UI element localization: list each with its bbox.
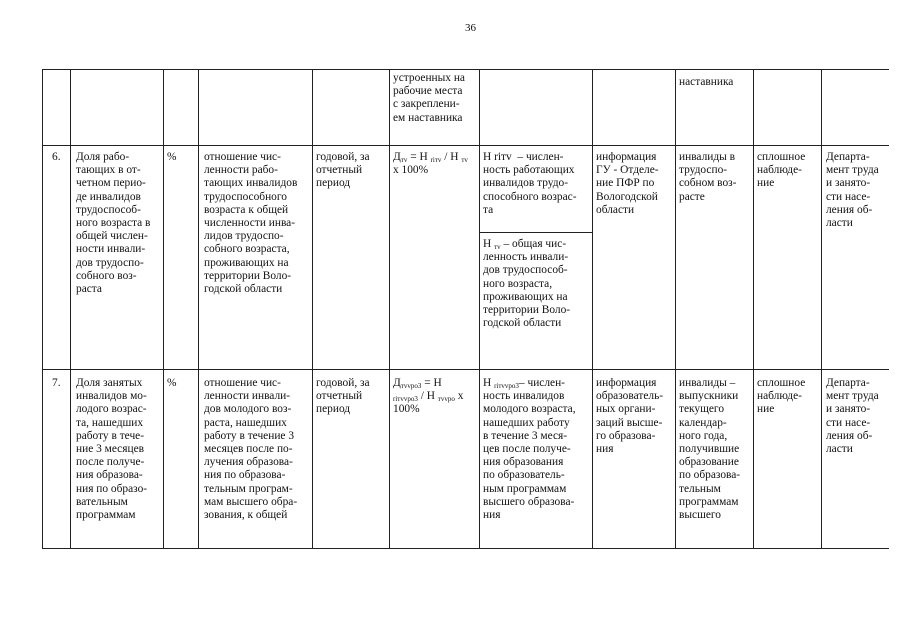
variable-symbol: Н rітv [483,151,512,163]
definition-cell: отношение чис- ленности инвали- дов молодого воз- раста, нашедших работу в течение 3 месяцев после по- лучения образова- ния по образова- тельным програм- мам высшего обра- зования, к общей [204,377,298,522]
unit-cell: % [167,151,177,163]
table-border-top [42,69,889,70]
formula-n2-sub: тv [461,156,468,164]
table-border-bottom [42,548,889,549]
formula-cell [393,151,468,177]
formula-lhs: Д [393,377,401,389]
formula-lhs-sub: тv [400,156,408,164]
method-cell: сплошное наблюде- ние [757,151,806,190]
variable-cell [483,151,577,217]
formula-cell [393,377,463,417]
variable-description: – общая чис- ленность инвали- дов трудоспособ- ного возраста, проживающих на территории Воло- годской области [483,238,571,330]
periodicity-cell: годовой, за отчетный период [316,151,370,190]
unit-cell: % [167,377,177,389]
col-line-5 [389,69,390,549]
continuation-formula-cell: устроенных на рабочие места с закреплени- ем наставника [393,72,465,124]
formula-lhs-sub: тvvро3 [400,382,422,390]
col-line-9 [753,69,754,549]
variable-symbol: Н [483,238,495,250]
periodicity-cell: годовой, за отчетный период [316,377,370,416]
variable-symbol: Н [483,377,495,389]
formula-div: / Н [417,390,438,403]
formula-eq: = Н [421,377,442,389]
indicator-name: Доля рабо- тающих в от- четном перио- де инвалидов трудоспособ- ного возраста в общей числен- ности инвали- дов трудоспо- собного воз- раста [76,151,151,296]
row-number: 6. [52,151,61,163]
col-line-0 [42,69,43,549]
responsible-cell: Департа- мент труда и занято- сти насе- ления об- ласти [826,377,879,456]
col-line-4 [312,69,313,549]
formula-n1-sub: rітv [430,156,442,164]
variable-description: – числен- ность работающих инвалидов трудо- способного возрас- та [483,151,577,216]
row-divider-continuation [42,145,889,146]
variable-symbol-sub: тv [494,243,501,251]
variable-symbol-sub: rітvvро3 [494,382,519,390]
col-line-7 [592,69,593,549]
variable-description: – числен- ность инвалидов молодого возраста, нашедших работу в течение 3 меся- цев после получе- ния образования по образователь- ным программам высшего образова- ния [483,377,576,522]
col-line-8 [675,69,676,549]
col-line-10 [821,69,822,549]
definition-cell: отношение чис- ленности рабо- тающих инвалидов трудоспособного возраста к общей численности инва- лидов трудоспо- собного возраста, проживающих на территории Воло- годской области [204,151,298,296]
continuation-categories-cell: наставника [679,76,734,88]
variable-cell [483,377,576,522]
formula-tail: х 100% [393,390,464,416]
formula-n2-sub: тvvро [437,395,455,404]
categories-cell: инвалиды в трудоспо- собном воз- расте [679,151,737,203]
formula-eq: = Н [407,151,431,163]
row-divider-6 [42,369,889,370]
formula-n1-sub: rітvvро3 [393,395,418,404]
formula-lhs: Д [393,151,401,163]
col-line-6 [479,69,480,549]
variable-cell [483,238,570,330]
responsible-cell: Департа- мент труда и занято- сти насе- ления об- ласти [826,151,879,230]
formula-tail: х 100% [393,164,429,177]
method-cell: сплошное наблюде- ние [757,377,806,416]
col-line-3 [198,69,199,549]
col-line-2 [163,69,164,549]
source-cell: информация ГУ - Отделе- ние ПФР по Вологодской области [596,151,659,216]
col-line-1 [70,69,71,549]
page-number: 36 [465,22,476,34]
row-divider-6-inner [479,232,592,233]
categories-cell: инвалиды – выпускники текущего календар- ного года, получившие образование по образова- тельным программам высшего [679,377,741,522]
indicator-name: Доля занятых инвалидов мо- лодого возрас- та, нашедших работу в тече- ние 3 месяцев после получе- ния образова- ния по образо- вательным программам [76,377,148,522]
source-cell: информация образователь- ных органи- заций высше- го образова- ния [596,377,664,456]
formula-div: / Н [441,151,462,163]
row-number: 7. [52,377,61,389]
